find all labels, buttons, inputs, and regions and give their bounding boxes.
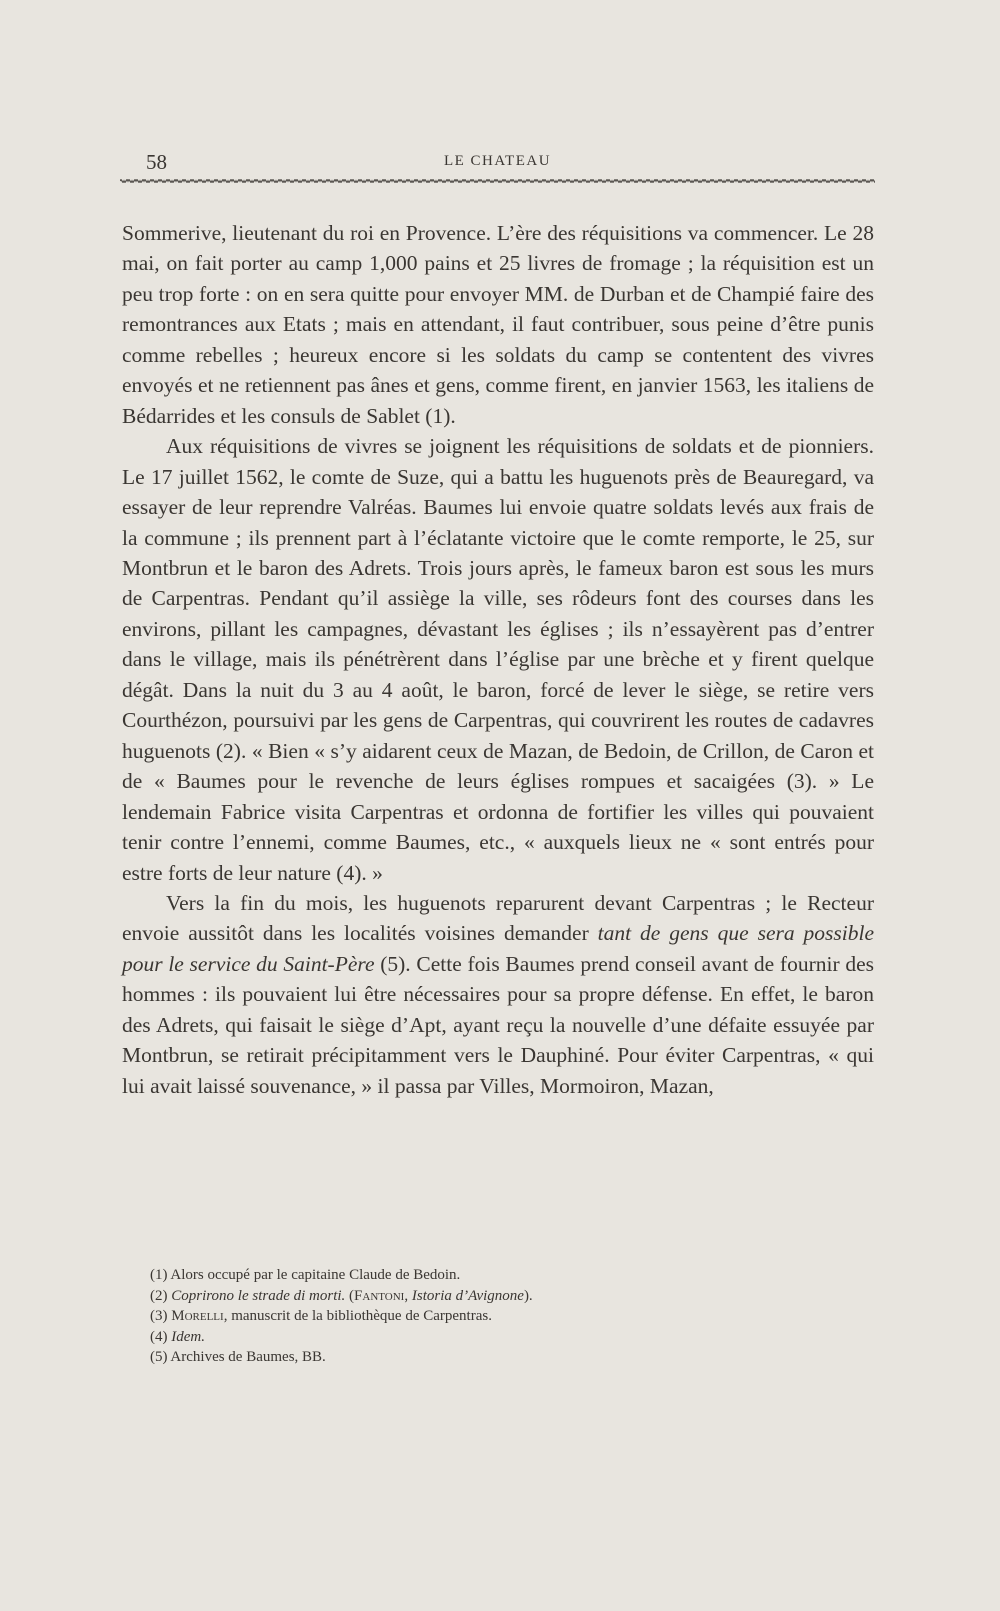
running-title: LE CHATEAU bbox=[443, 153, 552, 169]
text-run: (3) bbox=[150, 1308, 172, 1324]
text-run: , manuscrit de la bibliothèque de Carpentras. bbox=[223, 1308, 492, 1324]
wavy-rule-divider bbox=[120, 178, 875, 184]
italic-text: Coprirono le strade di morti. bbox=[171, 1287, 346, 1304]
text-run: (5) Archives de Baumes, BB. bbox=[150, 1349, 326, 1365]
text-run: ( bbox=[345, 1287, 355, 1304]
footnote bbox=[150, 1347, 850, 1368]
italic-text: Idem. bbox=[171, 1328, 205, 1345]
text-run: ). bbox=[523, 1287, 533, 1304]
text-run: (4) bbox=[150, 1328, 172, 1345]
text-run: Sommerive, lieutenant du roi en Provence. L’ère des réquisitions va commencer. Le 28 mai, on fait porter au camp 1,000 pains et 25 livres de fromage ; la réquisition est un peu trop forte : on en sera quitte pour envoyer MM. de Durban et de Champié faire des remontrances aux Etats ; mais en attendant, il faut contribuer, sous peine d’être punis comme rebelles ; heureux encore si les soldats du camp se contentent des vivres envoyés et ne retiennent pas ânes et gens, comme firent, en janvier 1563, les italiens de Bédarrides et les consuls de Sablet (1). bbox=[122, 221, 874, 428]
italic-text: tant de gens que sera possible pour le service du Saint-Père bbox=[122, 921, 874, 976]
text-run: Aux réquisitions de vivres se joignent les réquisitions de soldats et de pionniers. Le 17 juillet 1562, le comte de Suze, qui a battu les huguenots près de Beauregard, va essayer de leur reprendre Valréas. Baumes lui envoie quatre soldats levés aux frais de la commune ; ils prennent part à l’éclatante victoire que le comte remporte, le 25, sur Montbrun et le baron des Adrets. Trois jours après, le fameux baron est sous les murs de Carpentras. Pendant qu’il assiège la ville, ses rôdeurs font des courses dans les environs, pillant les campagnes, dévastant les églises ; ils n’essayèrent pas d’entrer dans le village, mais ils pénétrèrent dans l’église par une brèche et y firent quelque dégât. Dans la nuit du 3 au 4 août, le baron, forcé de lever le siège, se retire vers Courthézon, poursuivi par les gens de Carpentras, qui couvrirent les routes de cadavres huguenots (2). « Bien « s’y aidarent ceux de Mazan, de Bedoin, de Crillon, de Caron et de « Baumes pour le revenche de leurs églises rompues et sacaigées (3). » Le lendemain Fabrice visita Carpentras et ordonna de fortifier les villes qui pouvaient tenir contre l’ennemi, comme Baumes, etc., « auxquels lieux ne « sont entrés pour estre forts de leur nature (4). » bbox=[122, 434, 874, 885]
page-number: 58 bbox=[146, 150, 167, 174]
author-name: Morelli bbox=[171, 1308, 224, 1324]
body-text bbox=[122, 218, 874, 1101]
author-name: Fantoni bbox=[354, 1287, 405, 1304]
footnote bbox=[150, 1265, 850, 1286]
paragraph bbox=[122, 888, 874, 1101]
text-run: (5). Cette fois Baumes prend conseil avant de fournir des hommes : ils pouvaient lui être nécessaires pour sa propre défense. En effet, le baron des Adrets, qui faisait le siège d’Apt, ayant reçu la nouvelle d’une défaite essuyée par Montbrun, se retirait précipitamment vers le Dauphiné. Pour éviter Carpentras, « qui lui avait laissé souvenance, » il passa par Villes, Mormoiron, Mazan, bbox=[122, 951, 874, 1098]
text-run: (2) bbox=[150, 1287, 172, 1304]
footnotes bbox=[150, 1265, 850, 1368]
text-run: , bbox=[404, 1287, 412, 1304]
text-run: (1) Alors occupé par le capitaine Claude de Bedoin. bbox=[150, 1267, 461, 1283]
paragraph bbox=[122, 431, 874, 888]
paragraph bbox=[122, 218, 874, 431]
text-run: Vers la fin du mois, les huguenots reparurent devant Carpentras ; le Recteur envoie aussitôt dans les localités voisines demander bbox=[122, 890, 874, 946]
italic-text: Istoria d’Avignone bbox=[411, 1287, 524, 1304]
running-head bbox=[120, 150, 875, 174]
footnote bbox=[150, 1286, 850, 1307]
footnote bbox=[150, 1327, 850, 1348]
footnote bbox=[150, 1306, 850, 1327]
